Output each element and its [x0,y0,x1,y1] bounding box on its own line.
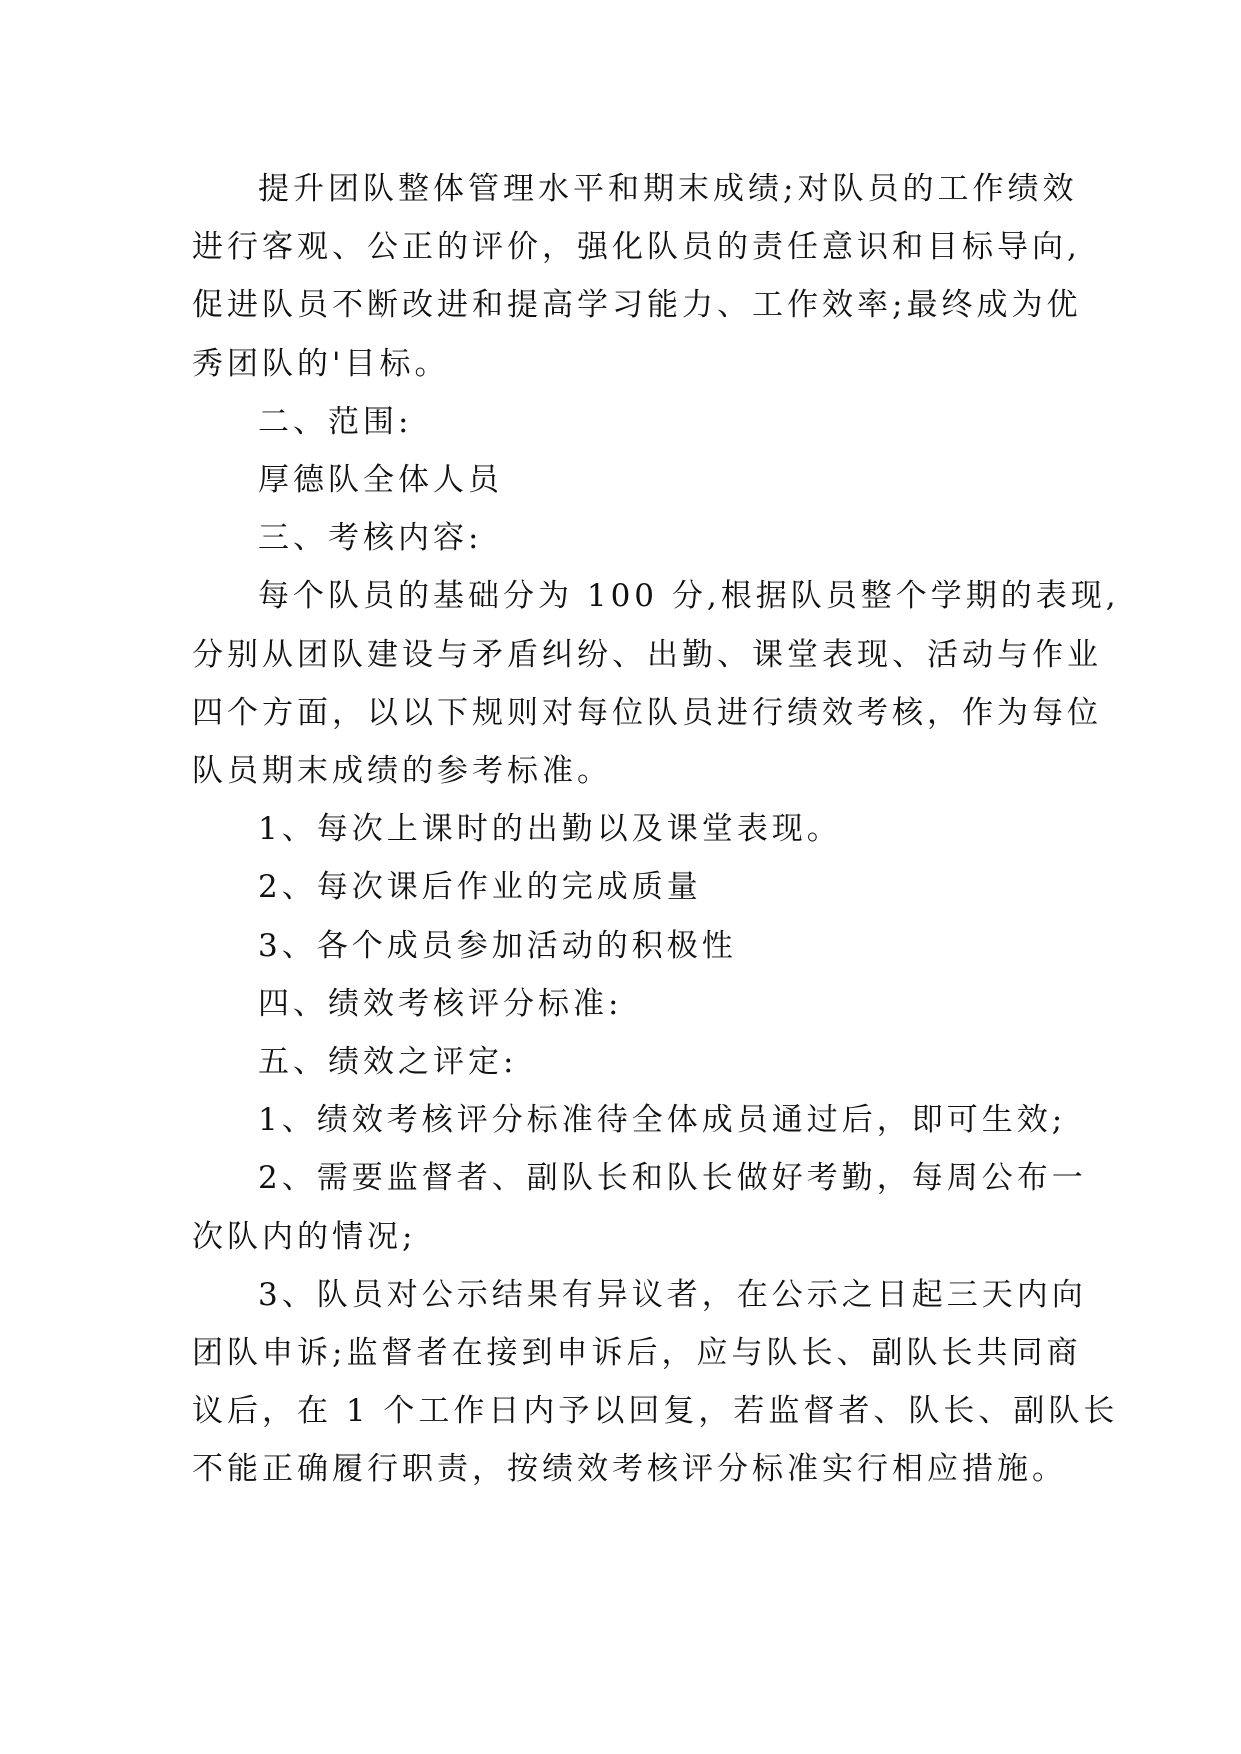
section-heading: 二、范围: [258,403,413,440]
text-line: 秀团队的'目标。 [192,345,450,382]
text-line: 四个方面，以以下规则对每位队员进行绩效考核，作为每位 [192,694,1102,731]
text-line: 每个队员的基础分为 100 分,根据队员整个学期的表现, [258,578,1120,615]
content-paragraph [192,567,1120,800]
text-line: 队员期末成绩的参考标准。 [192,753,612,790]
text-line: 次队内的情况; [192,1218,417,1255]
section-heading: 三、考核内容: [258,520,483,557]
evaluation-item-2 [192,1149,1087,1265]
text-line: 议后，在 1 个工作日内予以回复，若监督者、队长、副队长 [192,1393,1119,1430]
text-line: 团队申诉;监督者在接到申诉后，应与队长、副队长共同商 [192,1335,1082,1372]
text-line: 3、各个成员参加活动的积极性 [258,927,737,964]
section-heading-standard [192,975,1062,1033]
scope-paragraph [192,451,1062,509]
section-heading-evaluation [192,1033,1062,1091]
text-line: 3、队员对公示结果有异议者，在公示之日起三天内向 [258,1276,1087,1313]
list-item-3 [192,917,1062,975]
text-line: 促进队员不断改进和提高学习能力、工作效率;最终成为优 [192,287,1082,324]
text-line: 不能正确履行职责，按绩效考核评分标准实行相应措施。 [192,1451,1067,1488]
text-line: 2、需要监督者、副队长和队长做好考勤，每周公布一 [258,1160,1087,1197]
list-item-1 [192,800,1062,858]
text-line: 2、每次课后作业的完成质量 [258,869,702,906]
text-line: 分别从团队建设与矛盾纠纷、出勤、课堂表现、活动与作业 [192,636,1102,673]
list-item-2 [192,858,1062,916]
section-heading-scope [192,393,1062,451]
section-heading: 五、绩效之评定: [258,1044,518,1081]
text-line: 1、每次上课时的出勤以及课堂表现。 [258,811,842,848]
section-heading: 四、绩效考核评分标准: [258,985,623,1022]
document-body [192,160,1120,1499]
section-heading-content [192,509,1062,567]
text-line: 厚德队全体人员 [258,462,503,499]
evaluation-item-3 [192,1266,1119,1499]
evaluation-item-1 [192,1091,1067,1149]
intro-paragraph [192,160,1082,393]
text-line: 进行客观、公正的评价，强化队员的责任意识和目标导向, [192,229,1081,266]
text-line: 提升团队整体管理水平和期末成绩;对队员的工作绩效 [258,171,1078,207]
text-line: 1、绩效考核评分标准待全体成员通过后，即可生效; [258,1102,1067,1139]
